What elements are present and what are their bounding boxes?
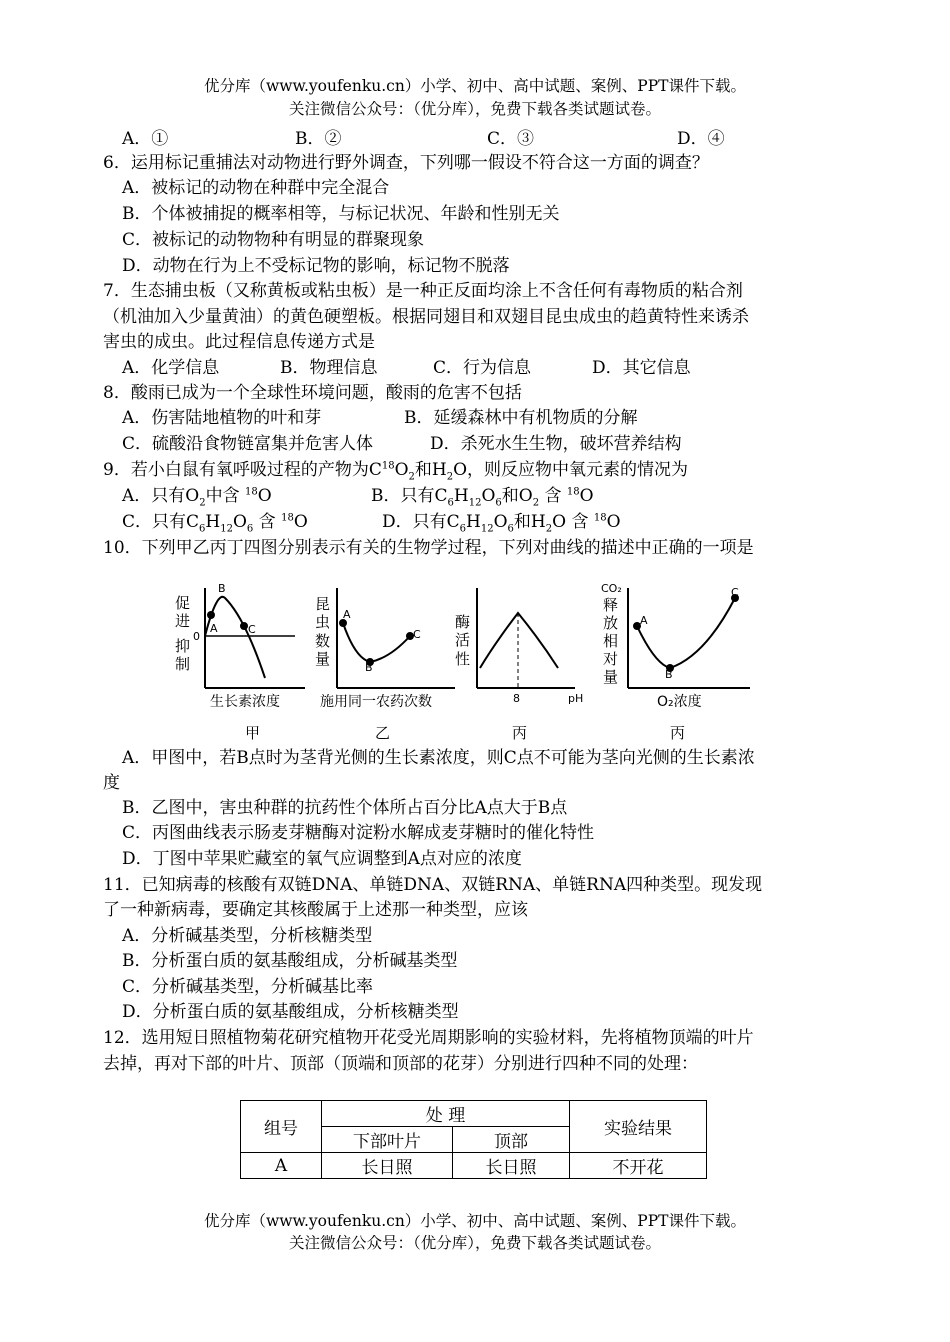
graph-bing-y2: 活 <box>455 631 471 649</box>
q11-option-a: A．分析碱基类型，分析核糖类型 <box>122 926 373 946</box>
table-cell-result: 不开花 <box>570 1153 707 1179</box>
q12-table <box>240 1100 707 1179</box>
graph-jia-label-a: A <box>210 622 218 635</box>
graph-jia-x-label: 生长素浓度 <box>210 694 280 710</box>
table-header-result: 实验结果 <box>570 1101 707 1153</box>
graph-ding-y5: 量 <box>603 668 619 686</box>
q11-stem-1: 11．已知病毒的核酸有双链DNA、单链DNA、双链RNA、单链RNA四种类型。现发现 <box>103 875 763 895</box>
graph-jia-point-a <box>208 612 214 618</box>
table-header-group: 组号 <box>241 1101 322 1153</box>
graph-yi-y3: 数 <box>315 632 331 650</box>
table-row <box>241 1153 707 1179</box>
graph-yi-label-a: A <box>343 608 351 621</box>
q10-option-c: C．丙图曲线表示肠麦芽糖酶对淀粉水解成麦芽糖时的催化特性 <box>122 823 595 843</box>
q9-option-b: B．只有$C_6H_{12}O_6$和$O_2$ 含 $^{18}$O <box>371 486 594 509</box>
graph-yi-y1: 昆 <box>315 595 331 613</box>
q7-stem-2: （机油加入少量黄油）的黄色硬塑板。根据同翅目和双翅目昆虫成虫的趋黄特性来诱杀 <box>103 307 749 327</box>
q7-option-d: D．其它信息 <box>592 358 691 378</box>
page-header-line1: 优分库（www.youfenku.cn）小学、初中、高中试题、案例、PPT课件下载。 <box>203 77 747 95</box>
graph-jia <box>205 588 305 688</box>
graph-bing-x-label: pH <box>568 692 584 705</box>
graph-jia-label-c: C <box>248 623 256 636</box>
q9-option-a: A．只有$O_2$中含 $^{18}$O <box>122 486 272 509</box>
graph-bing-curve <box>480 613 558 668</box>
q7-option-b: B．物理信息 <box>280 358 378 378</box>
q9-stem: 9．若小白鼠有氧呼吸过程的产物为$C^{18}O_2$和$H_2O$，则反应物中氧元素的情况为 <box>103 460 689 483</box>
q11-option-c: C．分析碱基类型，分析碱基比率 <box>122 977 374 997</box>
q11-option-d: D．分析蛋白质的氨基酸组成，分析核糖类型 <box>122 1002 459 1022</box>
graph-ding <box>628 588 750 688</box>
graph-jia-y1: 促 <box>175 594 191 612</box>
graph-yi-label-c: C <box>413 628 421 641</box>
q6-option-a: A．被标记的动物在种群中完全混合 <box>122 178 390 198</box>
graph-ding-y4: 对 <box>603 650 619 668</box>
graph-ding-y1: 释 <box>603 596 619 614</box>
graph-jia-curve <box>205 597 265 678</box>
q12-stem-2: 去掉，再对下部的叶片、顶部（顶端和顶部的花芽）分别进行四种不同的处理： <box>103 1054 698 1074</box>
graph-yi-y4: 量 <box>315 650 331 668</box>
q10-option-a-line2: 度 <box>103 773 120 793</box>
graph-jia-label-b: B <box>218 582 226 595</box>
table-header-treatment: 处 理 <box>322 1101 570 1127</box>
q8-option-c: C．硫酸沿食物链富集并危害人体 <box>122 434 374 454</box>
table-header-lower-leaves: 下部叶片 <box>322 1127 453 1153</box>
q6-option-c: C．被标记的动物物种有明显的群聚现象 <box>122 230 425 250</box>
q9-option-d: D．只有$C_6H_{12}O_6$和$H_2O$ 含 $^{18}$O <box>382 512 621 535</box>
graph-ding-label-b: B <box>665 668 673 681</box>
graph-jia-y3: 抑 <box>175 637 191 655</box>
graph-ding-label-a: A <box>640 614 648 627</box>
q8-option-d: D．杀死水生生物，破坏营养结构 <box>430 434 682 454</box>
graph-ding-x-label: O₂浓度 <box>657 694 702 710</box>
q5-option-c: C．③ <box>487 129 535 149</box>
graph-bing-y3: 性 <box>455 650 471 668</box>
graph-jia-point-c <box>241 623 247 629</box>
q6-option-b: B．个体被捕捉的概率相等，与标记状况、年龄和性别无关 <box>122 204 560 224</box>
graph-yi-caption: 乙 <box>375 724 391 742</box>
q11-stem-2: 了一种新病毒，要确定其核酸属于上述那一种类型，应该 <box>103 900 528 920</box>
q5-option-d: D．④ <box>677 129 725 149</box>
q7-option-c: C．行为信息 <box>433 358 532 378</box>
page-footer-line1: 优分库（www.youfenku.cn）小学、初中、高中试题、案例、PPT课件下载。 <box>203 1212 747 1230</box>
q11-option-b: B．分析蛋白质的氨基酸组成，分析碱基类型 <box>122 951 458 971</box>
table-header-top: 顶部 <box>453 1127 570 1153</box>
q10-stem: 10．下列甲乙丙丁四图分别表示有关的生物学过程，下列对曲线的描述中正确的一项是 <box>103 538 754 558</box>
graph-bing-tick-label: 8 <box>513 692 520 705</box>
graph-jia-origin-label: 0 <box>193 630 200 643</box>
q10-option-b: B．乙图中，害虫种群的抗药性个体所占百分比A点大于B点 <box>122 798 568 818</box>
graph-ding-label-c: C <box>731 586 739 599</box>
graph-jia-y4: 制 <box>175 655 191 673</box>
q8-stem: 8．酸雨已成为一个全球性环境问题，酸雨的危害不包括 <box>103 383 522 403</box>
graph-ding-caption: 丙 <box>670 724 686 742</box>
graph-yi-label-b: B <box>365 661 373 674</box>
graph-jia-y2: 进 <box>175 612 191 630</box>
table-cell-top: 长日照 <box>453 1153 570 1179</box>
q6-option-d: D．动物在行为上不受标记物的影响，标记物不脱落 <box>122 256 510 276</box>
table-cell-group: A <box>241 1153 322 1179</box>
q9-option-c: C．只有$C_6H_{12}O_6$ 含 $^{18}$O <box>122 512 308 535</box>
graph-bing-y1: 酶 <box>455 613 471 631</box>
page-header-line2: 关注微信公众号：（优分库），免费下载各类试题试卷。 <box>288 100 661 118</box>
graph-ding-y0: CO₂ <box>601 582 622 595</box>
graph-ding-y3: 相 <box>603 632 619 650</box>
graph-jia-caption: 甲 <box>245 724 261 742</box>
q5-option-b: B．② <box>295 129 342 149</box>
q6-stem: 6．运用标记重捕法对动物进行野外调查，下列哪一假设不符合这一方面的调查？ <box>103 153 709 173</box>
graph-yi-x-label: 施用同一农药次数 <box>320 694 432 710</box>
q10-option-d: D．丁图中苹果贮藏室的氧气应调整到A点对应的浓度 <box>122 849 522 869</box>
q8-option-b: B．延缓森林中有机物质的分解 <box>404 408 638 428</box>
q5-option-a: A．① <box>122 129 169 149</box>
q12-stem-1: 12．选用短日照植物菊花研究植物开花受光周期影响的实验材料，先将植物顶端的叶片 <box>103 1028 754 1048</box>
table-cell-lower: 长日照 <box>322 1153 453 1179</box>
graph-yi <box>337 588 455 688</box>
q7-stem-3: 害虫的成虫。此过程信息传递方式是 <box>103 332 375 352</box>
q10-figures <box>165 578 765 746</box>
graph-ding-y2: 放 <box>603 614 619 632</box>
graph-ding-curve <box>637 598 735 668</box>
q7-stem-1: 7．生态捕虫板（又称黄板或粘虫板）是一种正反面均涂上不含任何有毒物质的粘合剂 <box>103 281 743 301</box>
graph-yi-y2: 虫 <box>315 613 331 631</box>
graph-bing <box>477 588 575 688</box>
q8-option-a: A．伤害陆地植物的叶和芽 <box>122 408 322 428</box>
q7-option-a: A．化学信息 <box>122 358 220 378</box>
page-footer-line2: 关注微信公众号：（优分库），免费下载各类试题试卷。 <box>288 1234 661 1252</box>
graph-yi-curve <box>343 623 410 662</box>
q10-option-a-line1: A．甲图中，若B点时为茎背光侧的生长素浓度，则C点不可能为茎向光侧的生长素浓 <box>122 748 755 768</box>
graph-bing-caption: 丙 <box>512 724 528 742</box>
